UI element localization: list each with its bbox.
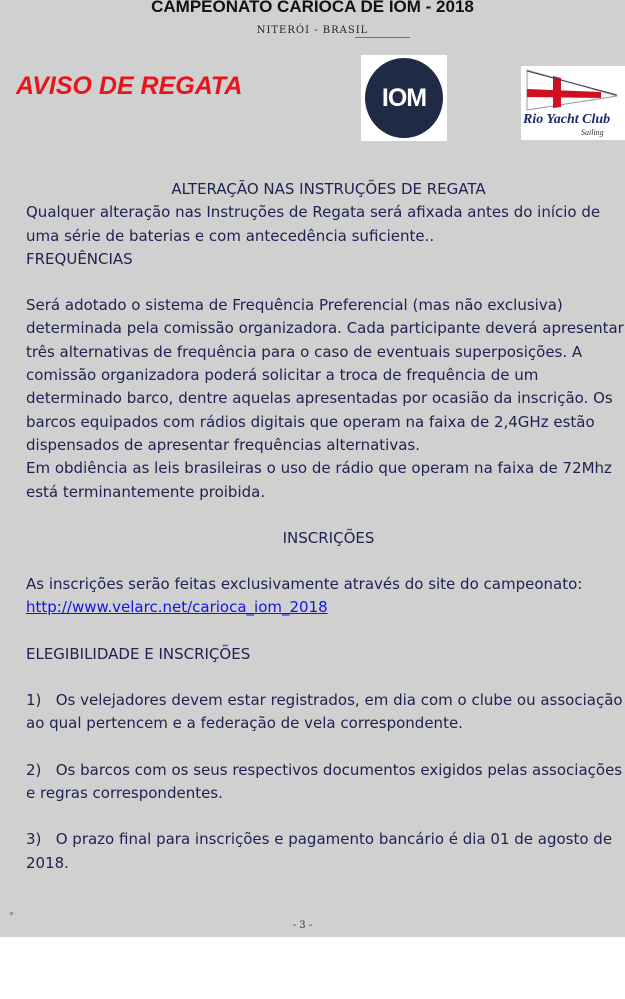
frequencias-text-1: Será adotado o sistema de Frequência Preferencial (mas não exclusiva) determinada pela comissão organizadora. Cada participante deverá apresentar três alternativas de frequência para o caso de eventuais superposições. A comissão organizadora poderá solicitar a troca de frequência de um determinado barco, dentre aquelas apresentadas por ocasião da inscrição. Os barcos equipados com rádios digitais que operam na faixa de 2,4GHz estão dispensados de apresentar frequências alternativas. [26,296,624,454]
subtitle-underline [355,37,410,38]
page-number: - 3 - [292,920,313,931]
rio-yacht-club-logo [521,66,625,140]
header-subtitle: NITERÓI - BRASIL [256,25,369,36]
list-item [26,759,625,806]
item-text: Os velejadores devem estar registrados, em dia com o clube ou associação ao qual pertencem e a federação de vela correspondente. [26,691,623,733]
club-name: Rio Yacht Club [523,112,611,127]
inscricoes-text: As inscrições serão feitas exclusivamente através do site do campeonato: [26,575,583,594]
page-mark [10,912,13,915]
item-text: Os barcos com os seus respectivos documentos exigidos pelas associações e regras correspondentes. [26,760,623,802]
section-title-inscricoes: INSCRIÇÕES [282,528,375,547]
aviso-title: AVISO DE REGATA [16,72,243,100]
inscricoes-link[interactable]: http://www.velarc.net/carioca_iom_2018 [26,598,328,617]
document-body [26,178,625,875]
section-title-elegibilidade: ELEGIBILIDADE E INSCRIÇÕES [26,644,251,663]
inscricoes-paragraph [26,573,625,620]
frequencias-text-2: Em obdiência as leis brasileiras o uso de rádio que operam na faixa de 72Mhz está terminantemente proibida. [26,459,612,501]
section-title-alteracao: ALTERAÇÃO NAS INSTRUÇÕES DE REGATA [171,180,486,198]
item-number: 2) [26,760,42,779]
item-number: 3) [26,830,42,849]
club-flag-icon [521,66,625,114]
item-text: O prazo final para inscrições e pagamento bancário é dia 01 de agosto de 2018. [26,830,613,872]
alteracao-text: Qualquer alteração nas Instruções de Regata será afixada antes do início de uma série de baterias e com antecedência suficiente.. [26,203,601,245]
item-number: 1) [26,691,42,710]
iom-logo-circle: IOM [365,58,443,138]
club-sub: Sailing [581,128,604,137]
list-item [26,828,625,875]
list-item [26,689,625,736]
header-title: CAMPEONATO CARIOCA DE IOM - 2018 [151,0,474,16]
iom-logo [361,55,447,141]
section-title-frequencias: FREQUÊNCIAS [26,249,133,268]
